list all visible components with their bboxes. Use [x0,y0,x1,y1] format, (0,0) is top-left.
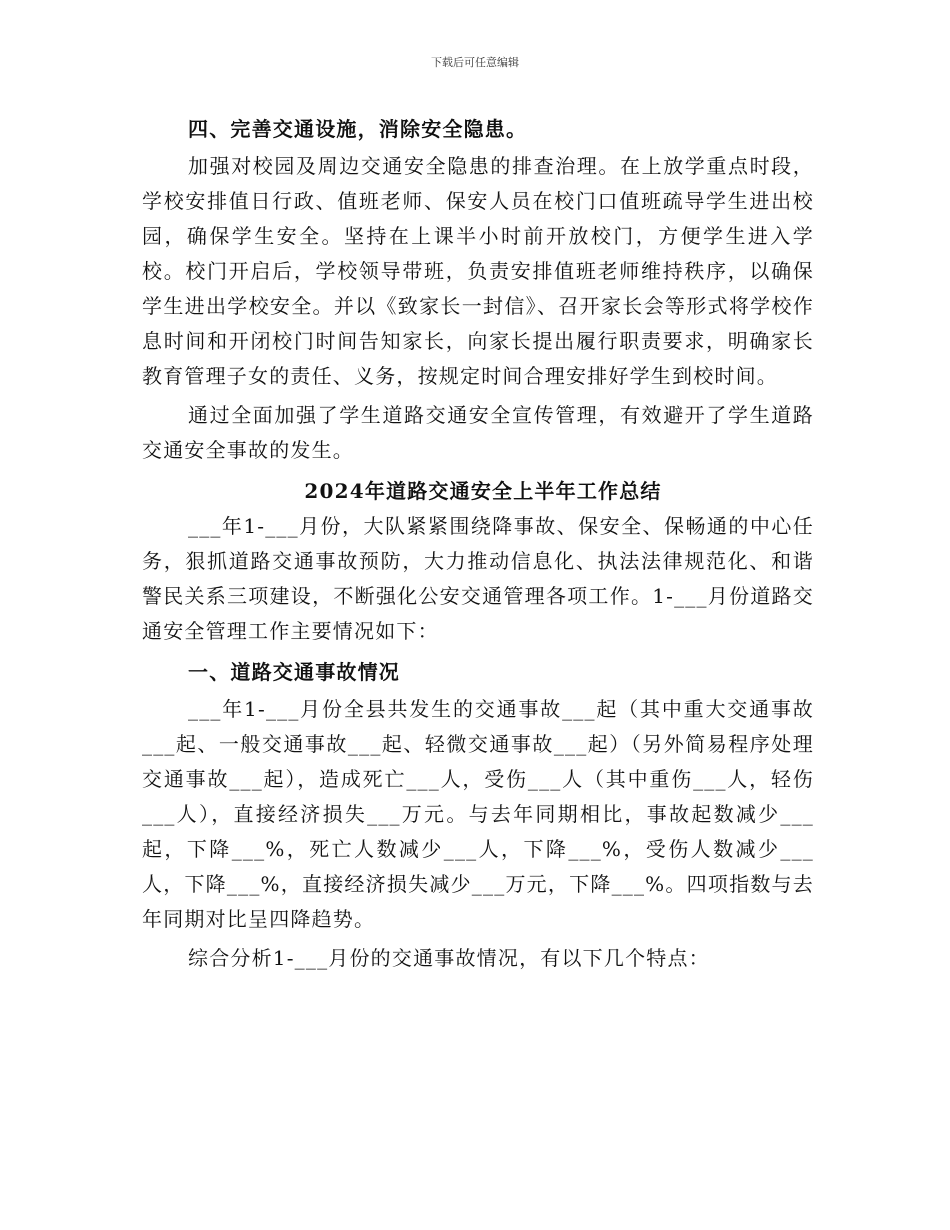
paragraph-accident-stats: ___年1-___月份全县共发生的交通事故___起（其中重大交通事故___起、一般交通事故___起、轻微交通事故___起）（另外简易程序处理交通事故___起），造成死亡___人，受伤___人（其中重伤___人，轻伤___人），直接经济损失___万元。与去年同期相比，事故起数减少___起，下降___%，死亡人数减少___人，下降___%，受伤人数减少___人，下降___%，直接经济损失减少___万元，下降___%。四项指数与去年同期对比呈四降趋势。 [142,697,814,931]
section-heading-1: 一、道路交通事故情况 [188,660,400,684]
paragraph-summary: 通过全面加强了学生道路交通安全宣传管理，有效避开了学生道路交通安全事故的发生。 [142,403,814,462]
section-heading-4: 四、完善交通设施，消除安全隐患。 [188,117,528,141]
document-body [142,112,814,976]
page-header-note: 下载后可任意编辑 [431,56,519,69]
paragraph-analysis-lead: 综合分析1-___月份的交通事故情况，有以下几个特点： [188,946,710,970]
paragraph-campus-safety: 加强对校园及周边交通安全隐患的排查治理。在上放学重点时段，学校安排值日行政、值班老师、保安人员在校门口值班疏导学生进出校园，确保学生安全。坚持在上课半小时前开放校门，方便学生进入学校。校门开启后，学校领导带班，负责安排值班老师维持秩序，以确保学生进出学校安全。并以《致家长一封信》、召开家长会等形式将学校作息时间和开闭校门时间告知家长，向家长提出履行职责要求，明确家长教育管理子女的责任、义务，按规定时间合理安排好学生到校时间。 [142,154,814,388]
document-title: 2024年道路交通安全上半年工作总结 [304,479,662,503]
paragraph-intro: ___年1-___月份，大队紧紧围绕降事故、保安全、保畅通的中心任务，狠抓道路交通事故预防，大力推动信息化、执法法律规范化、和谐警民关系三项建设，不断强化公安交通管理各项工作。1-___月份道路交通安全管理工作主要情况如下： [142,514,814,643]
